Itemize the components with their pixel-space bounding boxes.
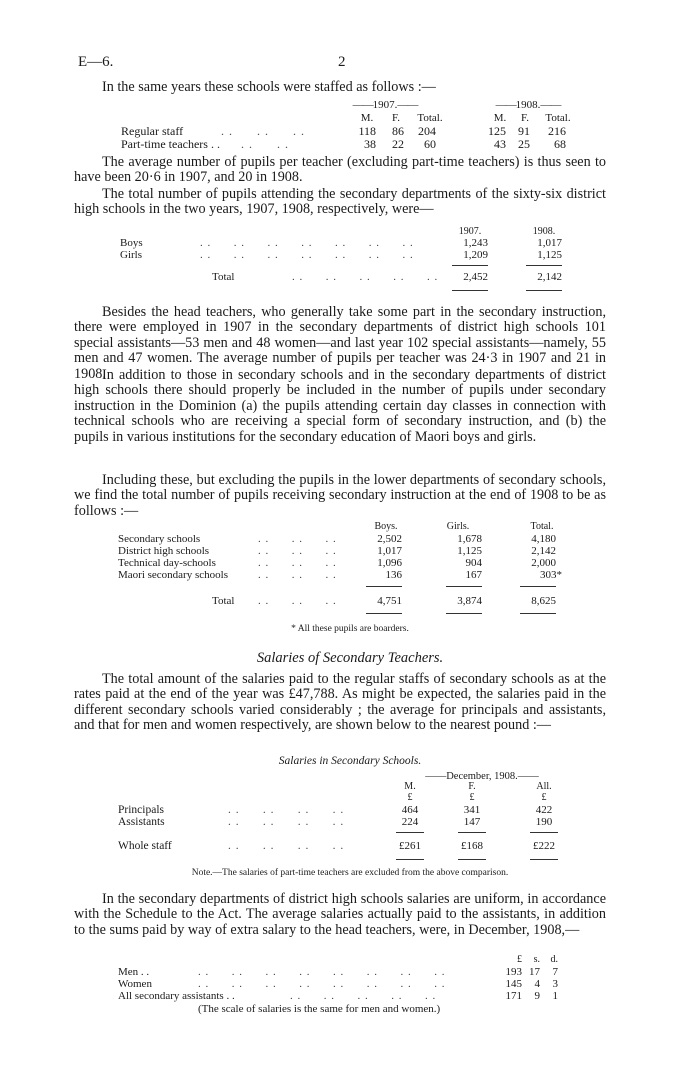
table-cell: 2,142 (531, 545, 556, 557)
divider (366, 586, 402, 587)
table-cell: 86 (392, 124, 404, 138)
col-header: Total. (417, 112, 443, 124)
table-row: Technical day-schools . . . . . . (118, 557, 337, 569)
table-cell: 145 (505, 978, 522, 990)
table-cell: 1,125 (537, 249, 562, 261)
table-cell: 464 (401, 804, 419, 816)
table-cell: 60 (424, 137, 436, 151)
table-row: Total . . . . . . (212, 595, 337, 607)
table-cell: 9 (534, 990, 540, 1002)
table-cell: 341 (463, 804, 481, 816)
col-header: M. (493, 112, 507, 124)
table-cell: 125 (488, 124, 506, 138)
col-header: Girls. (446, 521, 470, 532)
table-cell: 3,874 (457, 595, 482, 607)
table-row: Part-time teachers . . . . . . (121, 137, 289, 151)
divider (526, 290, 562, 291)
col-header: M. (360, 112, 374, 124)
addition-paragraph: In addition to those in secondary schools and in the secondary departments of district high schools there should properly be included in the number of pupils under secondary instruction in the Dominion (a) the pupils attending certain day classes in connection with technical schools who are receiving a special form of secondary instruction, and (b) the pupils in various institutions for the secondary education of Maori boys and girls. (74, 367, 606, 445)
table-cell: 167 (465, 569, 482, 581)
table-cell: 38 (364, 137, 376, 151)
col-header: F. (521, 112, 529, 124)
table-row: Maori secondary schools . . . . . . (118, 569, 337, 581)
table-cell: 1,678 (457, 533, 482, 545)
salaries-paragraph: The total amount of the salaries paid to the regular staffs of secondary schools as at the rates paid at the end of the year was £47,788. As might be expected, the salaries paid in the different secondary schools varied considerably ; the average for principals and assistants, and that for men and women respectively, are shown below to the nearest pound :— (74, 671, 606, 734)
table-row: Total . . . . . . . . . . (212, 271, 439, 283)
divider (446, 613, 482, 614)
table-cell: 4,751 (377, 595, 402, 607)
table-row: All secondary assistants . . . . . . . . . . . . (118, 990, 437, 1002)
boarders-footnote: * All these pupils are boarders. (291, 624, 409, 634)
col-header: 1908. (532, 226, 556, 237)
table-cell: 190 (535, 816, 553, 828)
staff-year-1907: ——1907.—— (352, 99, 418, 111)
average-paragraph: The average number of pupils per teacher (excluding part-time teachers) is thus seen to have been 20·6 in 1907, and 20 in 1908. (74, 154, 606, 186)
table-cell: 224 (401, 816, 419, 828)
divider (452, 290, 488, 291)
table-cell: 303* (540, 569, 562, 581)
table-row: District high schools . . . . . . (118, 545, 337, 557)
table-cell: 25 (518, 137, 530, 151)
table-cell: 1,243 (463, 237, 488, 249)
currency-unit: £ (541, 792, 547, 803)
table-cell: 171 (505, 990, 522, 1002)
page-reference: E—6. (78, 54, 114, 70)
col-header: Boys. (374, 521, 398, 532)
table-row: Secondary schools . . . . . . (118, 533, 337, 545)
divider (530, 832, 558, 833)
divider (458, 832, 486, 833)
table-cell: £222 (533, 840, 555, 852)
table-cell: 91 (518, 124, 530, 138)
salaries-heading: Salaries of Secondary Teachers. (256, 650, 444, 666)
col-header: F. (392, 112, 400, 124)
currency-unit: £ (407, 792, 413, 803)
table-cell: 8,625 (531, 595, 556, 607)
col-header: Total. (530, 521, 554, 532)
table-row: Whole staff . . . . . . . . (118, 840, 345, 852)
table-cell: 43 (494, 137, 506, 151)
divider (526, 265, 562, 266)
table-cell: 3 (552, 978, 558, 990)
table-cell: 4 (534, 978, 540, 990)
divider (446, 586, 482, 587)
table-cell: 2,452 (463, 271, 488, 283)
salaries-period: ——December, 1908.—— (425, 771, 539, 782)
table-cell: 2,142 (537, 271, 562, 283)
table-cell: 204 (418, 124, 436, 138)
currency-unit: £ (469, 792, 475, 803)
table-row: Girls . . . . . . . . . . . . . . (120, 249, 414, 261)
divider (366, 613, 402, 614)
divider (458, 859, 486, 860)
table-cell: 2,000 (531, 557, 556, 569)
district-paragraph: In the secondary departments of district high schools salaries are uniform, in accordance with the Schedule to the Act. The average salaries actually paid to the assistants, in addition to the sums paid by way of extra salary to the head teachers, were, in December, 1908,— (74, 891, 606, 938)
table-cell: 118 (358, 124, 376, 138)
table-cell: 1,017 (537, 237, 562, 249)
divider (396, 859, 424, 860)
col-header: F. (468, 781, 476, 792)
table-cell: 147 (463, 816, 481, 828)
table-cell: 1,096 (377, 557, 402, 569)
besides-paragraph: Besides the head teachers, who generally take some part in the secondary instruction, there were employed in 1907 in the secondary departments of district high schools 101 special assistants—53 men and 48 women—and last year 102 special assistants—namely, 55 men and 47 women. The average number of pupils per teacher was 24·3 in 1907 and 21 in 1908. (74, 304, 606, 382)
table-cell: 136 (385, 569, 402, 581)
total-pupils-paragraph: The total number of pupils attending the secondary departments of the sixty-six district high schools in the two years, 1907, 1908, respectively, were— (74, 186, 606, 218)
page-number: 2 (338, 54, 346, 70)
table-cell: 2,502 (377, 533, 402, 545)
table-row: Principals . . . . . . . . (118, 804, 345, 816)
table-cell: 4,180 (531, 533, 556, 545)
table-row: Assistants . . . . . . . . (118, 816, 345, 828)
col-header: M. (404, 781, 416, 792)
table-cell: 904 (465, 557, 482, 569)
table-cell: 1 (552, 990, 558, 1002)
divider (530, 859, 558, 860)
table-row: Women . . . . . . . . . . . . . . . . (118, 978, 446, 990)
col-header: Total. (545, 112, 571, 124)
table-cell: 216 (548, 124, 566, 138)
staff-year-1908: ——1908.—— (495, 99, 561, 111)
divider (520, 586, 556, 587)
table-cell: 17 (529, 966, 540, 978)
col-header: d. (550, 954, 558, 965)
table-cell: 1,125 (457, 545, 482, 557)
col-header: 1907. (458, 226, 482, 237)
district-footnote: (The scale of salaries is the same for men and women.) (198, 1003, 441, 1015)
table-cell: 68 (554, 137, 566, 151)
table-cell: £261 (399, 840, 421, 852)
table-cell: 193 (505, 966, 522, 978)
table-cell: 1,209 (463, 249, 488, 261)
intro-paragraph: In the same years these schools were staffed as follows :— (102, 79, 436, 95)
salaries-note: Note.—The salaries of part-time teachers are excluded from the above comparison. (191, 868, 509, 878)
col-header: £ (517, 954, 522, 965)
including-paragraph: Including these, but excluding the pupils in the lower departments of secondary schools, we find the total number of pupils receiving secondary instruction at the end of 1908 to be as follows :— (74, 472, 606, 519)
divider (520, 613, 556, 614)
table-cell: 422 (535, 804, 553, 816)
table-row: Boys . . . . . . . . . . . . . . (120, 237, 414, 249)
table-cell: 22 (392, 137, 404, 151)
table-row: Regular staff . . . . . . (121, 124, 305, 138)
table-row: Men . . . . . . . . . . . . . . . . . . (118, 966, 446, 978)
col-header: s. (533, 954, 540, 965)
table-cell: 1,017 (377, 545, 402, 557)
divider (396, 832, 424, 833)
col-header: All. (536, 781, 552, 792)
table-cell: £168 (461, 840, 483, 852)
salaries-table-title: Salaries in Secondary Schools. (278, 755, 422, 767)
divider (452, 265, 488, 266)
table-cell: 7 (552, 966, 558, 978)
